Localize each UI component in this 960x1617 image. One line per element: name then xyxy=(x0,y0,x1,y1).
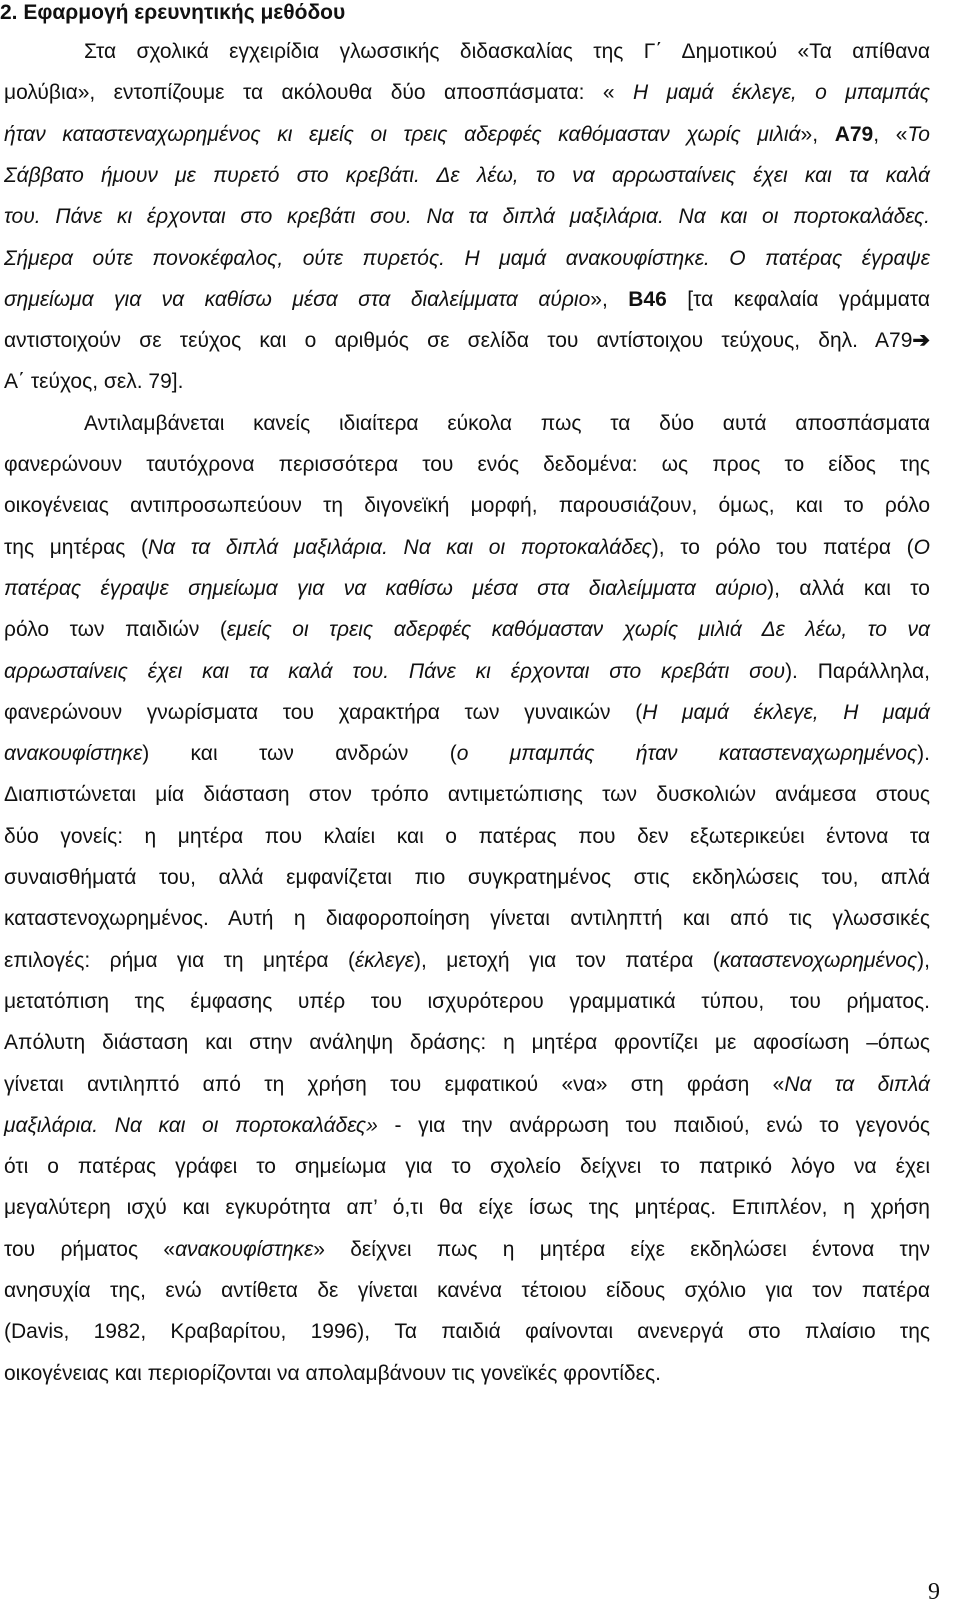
text-segment: Η μαμά έκλεγε, ο μπαμπάς xyxy=(632,81,930,104)
text-segment: », xyxy=(800,123,835,146)
text-segment: οικογένειας αντιπροσωπεύουν τη διγονεϊκή μορφή, παρουσιάζουν, όμως, και το ρόλο xyxy=(4,494,930,517)
text-line xyxy=(4,287,930,313)
text-line xyxy=(4,163,930,189)
text-segment: μετατόπιση της έμφασης υπέρ του ισχυρότερου γραμματικά τύπου, του ρήματος. xyxy=(4,990,930,1013)
text-segment: πατέρας έγραψε σημείωμα για να καθίσω μέσα στα διαλείμματα αύριο xyxy=(4,577,768,600)
text-segment: - για την ανάρρωση του παιδιού, ενώ το γεγονός xyxy=(377,1114,930,1137)
text-segment: μαξιλάρια. Να και οι πορτοκαλάδες» xyxy=(4,1114,378,1137)
text-line xyxy=(4,246,930,272)
text-segment: ανησυχία της, ενώ αντίθετα δε γίνεται κανένα τέτοιου είδους σχόλιο για τον πατέρα xyxy=(4,1279,930,1302)
text-segment: (Davis, 1982, Κραβαρίτου, 1996), Τα παιδιά φαίνονται ανενεργά στο πλαίσιο της xyxy=(4,1320,930,1343)
text-segment: » δείχνει πως η μητέρα είχε εκδηλώσει έντονα την xyxy=(313,1238,930,1261)
text-segment: ανακουφίστηκε xyxy=(175,1238,314,1261)
text-segment: Ο xyxy=(913,536,930,559)
text-segment: Β46 xyxy=(628,288,667,311)
text-segment: ανακουφίστηκε xyxy=(4,742,143,765)
text-line xyxy=(4,204,930,230)
text-line xyxy=(4,122,930,148)
text-line xyxy=(4,369,930,395)
text-segment: Α79 xyxy=(834,123,874,146)
text-segment: μεγαλύτερη ισχύ και εγκυρότητα απ’ ό,τι θα είχε ίσως της μητέρας. Επιπλέον, η χρήση xyxy=(4,1196,930,1219)
text-line xyxy=(4,493,930,519)
text-segment: ), xyxy=(917,949,930,972)
text-segment: αρρωσταίνεις έχει και τα καλά του. Πάνε κι έρχονται στο κρεβάτι σου xyxy=(4,660,786,683)
text-segment: έκλεγε xyxy=(354,949,415,972)
text-segment: γίνεται αντιληπτό από τη χρήση του εμφατικού «να» στη φράση « xyxy=(4,1073,785,1096)
text-segment: καταστενοχωρημένος xyxy=(719,949,918,972)
text-line xyxy=(4,700,930,726)
text-segment: », xyxy=(590,288,629,311)
text-line xyxy=(4,1361,930,1387)
text-line xyxy=(4,1195,930,1221)
text-line xyxy=(4,1154,930,1180)
text-line xyxy=(4,1237,930,1263)
text-line xyxy=(4,948,930,974)
text-segment: ), το ρόλο του πατέρα ( xyxy=(651,536,914,559)
text-segment: εμείς οι τρεις αδερφές καθόμασταν χωρίς μιλιά Δε λέω, το να xyxy=(226,618,930,641)
text-line xyxy=(4,1030,930,1056)
text-segment: της μητέρας ( xyxy=(4,536,148,559)
text-segment: ), αλλά και το xyxy=(767,577,930,600)
text-line xyxy=(4,535,930,561)
text-segment: αντιστοιχούν σε τεύχος και ο αριθμός σε σελίδα του αντίστοιχου τεύχους, δηλ. Α79 xyxy=(4,329,913,352)
text-line xyxy=(4,782,930,808)
text-segment: Η μαμά έκλεγε, Η μαμά xyxy=(642,701,930,724)
text-segment: Στα σχολικά εγχειρίδια γλωσσικής διδασκαλίας της Γ΄ Δημοτικού «Τα απίθανα xyxy=(84,40,930,63)
text-segment: Αντιλαμβάνεται κανείς ιδιαίτερα εύκολα πως τα δύο αυτά αποσπάσματα xyxy=(84,412,930,435)
text-line xyxy=(4,824,930,850)
text-segment: ). xyxy=(917,742,930,765)
text-segment: επιλογές: ρήμα για τη μητέρα ( xyxy=(4,949,355,972)
text-line xyxy=(4,328,930,354)
text-line xyxy=(4,80,930,106)
text-segment: , « xyxy=(873,123,908,146)
page-number: 9 xyxy=(928,1579,940,1605)
text-segment: ο μπαμπάς ήταν καταστεναχωρημένος xyxy=(456,742,918,765)
text-segment: μολύβια», εντοπίζουμε τα ακόλουθα δύο αποσπάσματα: « xyxy=(4,81,633,104)
text-segment: Το xyxy=(907,123,930,146)
text-segment: ρόλο των παιδιών ( xyxy=(4,618,227,641)
text-segment: Απόλυτη διάσταση και στην ανάληψη δράσης: η μητέρα φροντίζει με αφοσίωση –όπως xyxy=(4,1031,930,1054)
text-segment: ). Παράλληλα, xyxy=(785,660,930,683)
text-segment: Διαπιστώνεται μία διάσταση στον τρόπο αντιμετώπισης των δυσκολιών ανάμεσα στους xyxy=(4,783,930,806)
text-segment: Να τα διπλά xyxy=(784,1073,930,1096)
text-line xyxy=(4,1113,930,1139)
section-heading: 2. Εφαρμογή ερευνητικής μεθόδου xyxy=(0,1,346,24)
text-segment: οικογένειας και περιορίζονται να απολαμβάνουν τις γονεϊκές φροντίδες. xyxy=(4,1362,661,1385)
text-segment: Α΄ τεύχος, σελ. 79]. xyxy=(4,370,184,393)
text-segment: ) και των ανδρών ( xyxy=(142,742,457,765)
text-segment: του ρήματος « xyxy=(4,1238,176,1261)
text-line xyxy=(4,452,930,478)
text-segment: του. Πάνε κι έρχονται στο κρεβάτι σου. Να τα διπλά μαξιλάρια. Να και οι πορτοκαλάδες. xyxy=(4,205,930,228)
text-line xyxy=(4,1278,930,1304)
text-line xyxy=(4,1319,930,1345)
text-segment: σημείωμα για να καθίσω μέσα στα διαλείμματα αύριο xyxy=(4,288,591,311)
text-segment: ), μετοχή για τον πατέρα ( xyxy=(414,949,720,972)
text-line xyxy=(4,1072,930,1098)
text-line xyxy=(4,741,930,767)
text-line xyxy=(4,865,930,891)
arrow-icon: ➔ xyxy=(912,329,930,352)
text-segment: συναισθήματά του, αλλά εμφανίζεται πιο συγκρατημένος στις εκδηλώσεις του, απλά xyxy=(4,866,930,889)
text-segment: φανερώνουν ταυτόχρονα περισσότερα του ενός δεδομένα: ως προς το είδος της xyxy=(4,453,930,476)
text-line xyxy=(84,411,930,437)
text-line xyxy=(4,659,930,685)
text-line xyxy=(4,576,930,602)
text-segment: καταστενοχωρημένος. Αυτή η διαφοροποίηση γίνεται αντιληπτή και από τις γλωσσικές xyxy=(4,907,930,930)
text-segment: φανερώνουν γνωρίσματα του χαρακτήρα των γυναικών ( xyxy=(4,701,643,724)
text-segment: δύο γονείς: η μητέρα που κλαίει και ο πατέρας που δεν εξωτερικεύει έντονα τα xyxy=(4,825,930,848)
text-line xyxy=(4,617,930,643)
text-segment: ότι ο πατέρας γράφει το σημείωμα για το σχολείο δείχνει το πατρικό λόγο να έχει xyxy=(4,1155,930,1178)
text-line xyxy=(84,39,930,65)
text-segment: Να τα διπλά μαξιλάρια. Να και οι πορτοκαλάδες xyxy=(147,536,652,559)
text-line xyxy=(4,906,930,932)
text-segment: Σήμερα ούτε πονοκέφαλος, ούτε πυρετός. Η μαμά ανακουφίστηκε. Ο πατέρας έγραψε xyxy=(4,247,930,270)
text-segment: [τα κεφαλαία γράμματα xyxy=(666,288,930,311)
text-line xyxy=(4,989,930,1015)
text-segment: Σάββατο ήμουν με πυρετό στο κρεβάτι. Δε λέω, το να αρρωσταίνεις έχει και τα καλά xyxy=(4,164,930,187)
text-segment: ήταν καταστεναχωρημένος κι εμείς οι τρεις αδερφές καθόμασταν χωρίς μιλιά xyxy=(4,123,801,146)
